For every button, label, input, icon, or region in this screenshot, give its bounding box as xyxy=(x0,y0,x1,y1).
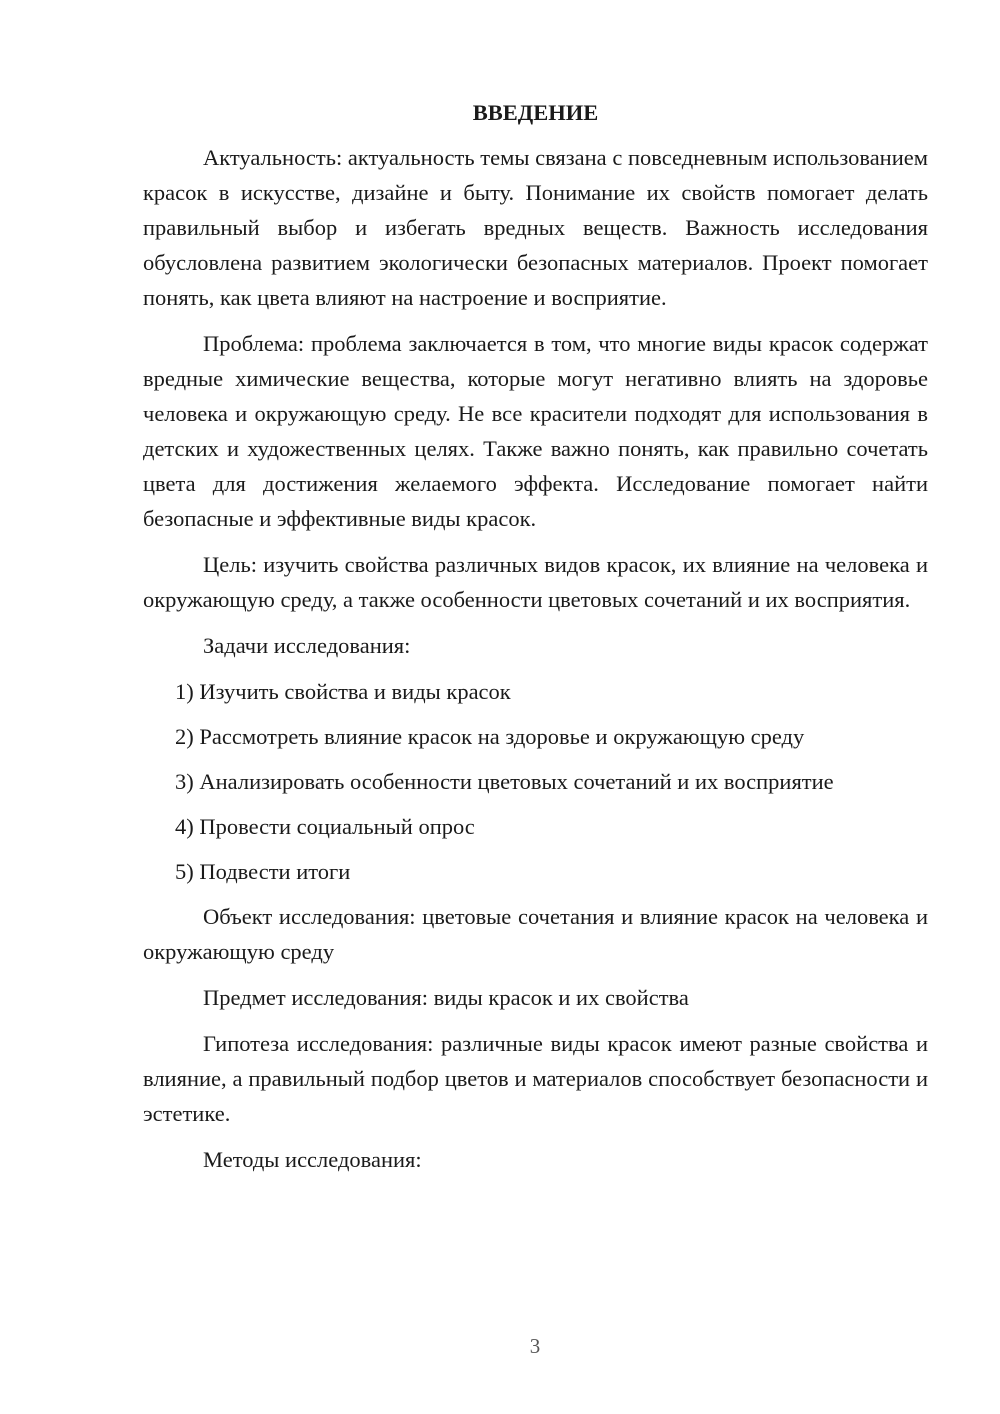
tasks-list xyxy=(143,674,928,889)
page-number: 3 xyxy=(529,1334,541,1358)
section-title: ВВЕДЕНИЕ xyxy=(472,100,599,125)
goal-paragraph: Цель: изучить свойства различных видов красок, их влияние на человека и окружающую среду, а также особенности цветовых сочетаний и их восприятия. xyxy=(143,552,928,612)
page-content xyxy=(143,95,928,1188)
task-item-1: 1) Изучить свойства и виды красок xyxy=(175,679,511,704)
task-item-4: 4) Провести социальный опрос xyxy=(175,814,475,839)
relevance-paragraph: Актуальность: актуальность темы связана с повседневным использованием красок в искусстве, дизайне и быту. Понимание их свойств помогает делать правильный выбор и избегать вредных веществ. Важность исследования обусловлена развитием экологически безопасных материалов. Проект помогает понять, как цвета влияют на настроение и восприятие. xyxy=(143,145,928,310)
tasks-heading: Задачи исследования: xyxy=(203,633,411,658)
task-item-2: 2) Рассмотреть влияние красок на здоровье и окружающую среду xyxy=(175,724,805,749)
methods-heading: Методы исследования: xyxy=(203,1147,422,1172)
object-paragraph: Объект исследования: цветовые сочетания и влияние красок на человека и окружающую среду xyxy=(143,904,928,964)
hypothesis-paragraph: Гипотеза исследования: различные виды красок имеют разные свойства и влияние, а правильный подбор цветов и материалов способствует безопасности и эстетике. xyxy=(143,1031,928,1126)
task-item-3: 3) Анализировать особенности цветовых сочетаний и их восприятие xyxy=(175,769,834,794)
problem-paragraph: Проблема: проблема заключается в том, что многие виды красок содержат вредные химические вещества, которые могут негативно влиять на здоровье человека и окружающую среду. Не все красители подходят для использования в детских и художественных целях. Также важно понять, как правильно сочетать цвета для достижения желаемого эффекта. Исследование помогает найти безопасные и эффективные виды красок. xyxy=(143,331,928,531)
task-item-5: 5) Подвести итоги xyxy=(175,859,351,884)
subject-paragraph: Предмет исследования: виды красок и их свойства xyxy=(203,985,689,1010)
